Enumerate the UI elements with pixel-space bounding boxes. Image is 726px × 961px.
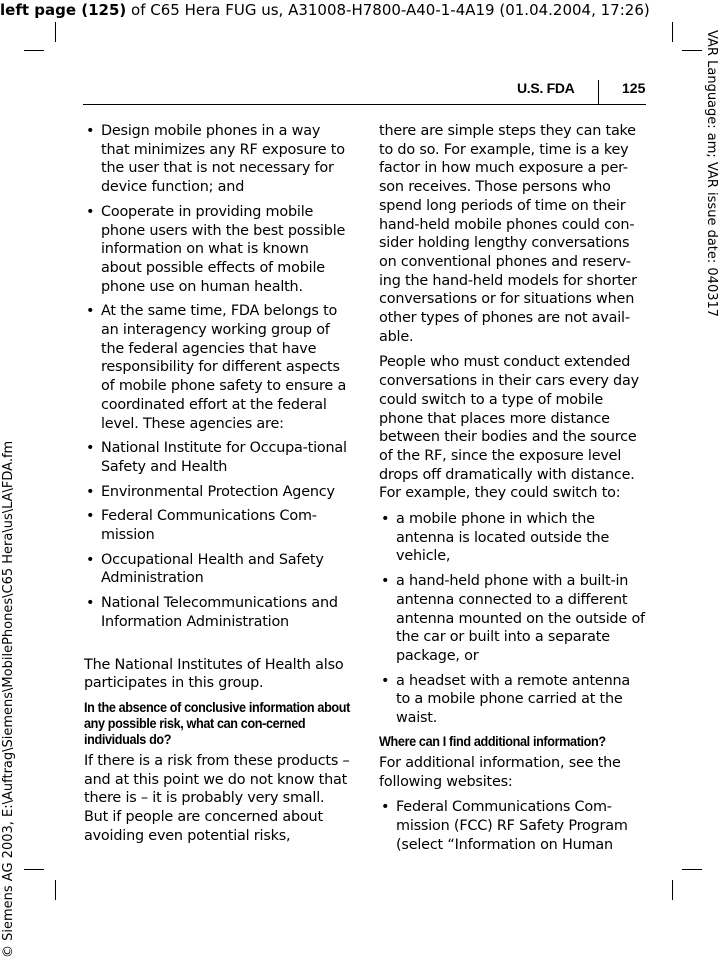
list-item: • At the same time, FDA belongs to an interagency working group of the federal agencies that have responsibility for different aspects of mobile phone safety to ensure a coordinated effort at the federal level. These agencies are:	[84, 302, 352, 433]
crop-mark	[24, 869, 44, 870]
copyright-path-note: © Siemens AG 2003, E:\Auftrag\Siemens\MobilePhones\C65 Hera\us\LA\FDA.fm	[1, 440, 16, 958]
right-column	[379, 122, 647, 860]
crop-mark	[55, 880, 56, 900]
running-header-section: U.S. FDA	[517, 80, 575, 96]
additional-info-heading: Where can I find additional information?	[379, 733, 606, 749]
list-item: • National Institute for Occupa-tional Safety and Health	[84, 439, 352, 476]
cars-paragraph: People who must conduct extended conversations in their cars every day could switch to a type of mobile phone that places more distance between their bodies and the source of the RF, since the exposure level drops off dramatically with distance. For example, they could switch to:	[379, 354, 639, 502]
crop-mark	[672, 22, 673, 42]
list-item: • National Telecommunications and Information Administration	[84, 594, 352, 631]
websites-list	[379, 798, 647, 854]
print-job-info-bar	[0, 1, 710, 19]
risk-paragraph: If there is a risk from these products – and at this point we do not know that there is – it is probably very small. But if people are concerned about avoiding even potential risks,	[84, 752, 350, 844]
print-job-details: of C65 Hera FUG us, A31008-H7800-A40-1-4A19 (01.04.2004, 17:26)	[126, 1, 650, 19]
list-item: • a headset with a remote antenna to a mobile phone carried at the waist.	[379, 672, 647, 728]
list-item: • a hand-held phone with a built-in antenna connected to a different antenna mounted on the outside of the car or built into a separate package, or	[379, 572, 647, 666]
crop-mark	[682, 869, 702, 870]
list-item: • Cooperate in providing mobile phone users with the best possible information on what is known about possible effects of mobile phone use on human health.	[84, 203, 352, 297]
additional-info-paragraph: For additional information, see the following websites:	[379, 754, 621, 790]
fda-actions-list	[84, 122, 352, 632]
nih-paragraph: The National Institutes of Health also participates in this group.	[84, 656, 344, 692]
header-rule	[83, 104, 646, 105]
crop-mark	[672, 880, 673, 900]
running-header-page-number: 125	[622, 80, 646, 96]
header-divider	[598, 80, 599, 105]
crop-mark	[24, 50, 44, 51]
list-item: • Design mobile phones in a way that minimizes any RF exposure to the user that is not necessary for device function; and	[84, 122, 352, 197]
phone-options-list	[379, 510, 647, 728]
risk-paragraph-continued: there are simple steps they can take to do so. For example, time is a key factor in how much exposure a per-son receives. Those persons who spend long periods of time on their hand-held mobile phones could con-sider holding lengthy conversations on conventional phones and reserv-ing the hand-held models for shorter conversations or for situations when other types of phones are not avail-able.	[379, 123, 637, 345]
crop-mark	[55, 22, 56, 42]
var-language-note: VAR Language: am; VAR issue date: 040317	[704, 30, 719, 318]
print-job-page-label: left page (125)	[0, 1, 127, 19]
list-item: • Environmental Protection Agency	[84, 483, 352, 502]
list-item: • a mobile phone in which the antenna is located outside the vehicle,	[379, 510, 647, 566]
left-column	[84, 122, 352, 853]
list-item: • Occupational Health and Safety Administration	[84, 551, 352, 588]
risk-question-heading: In the absence of conclusive information about any possible risk, what can con-cerned individuals do?	[84, 699, 350, 747]
crop-mark	[682, 50, 702, 51]
list-item: • Federal Communications Com-mission	[84, 507, 352, 544]
spacer	[84, 638, 352, 656]
list-item: • Federal Communications Com-mission (FCC) RF Safety Program (select “Information on Human	[379, 798, 647, 854]
